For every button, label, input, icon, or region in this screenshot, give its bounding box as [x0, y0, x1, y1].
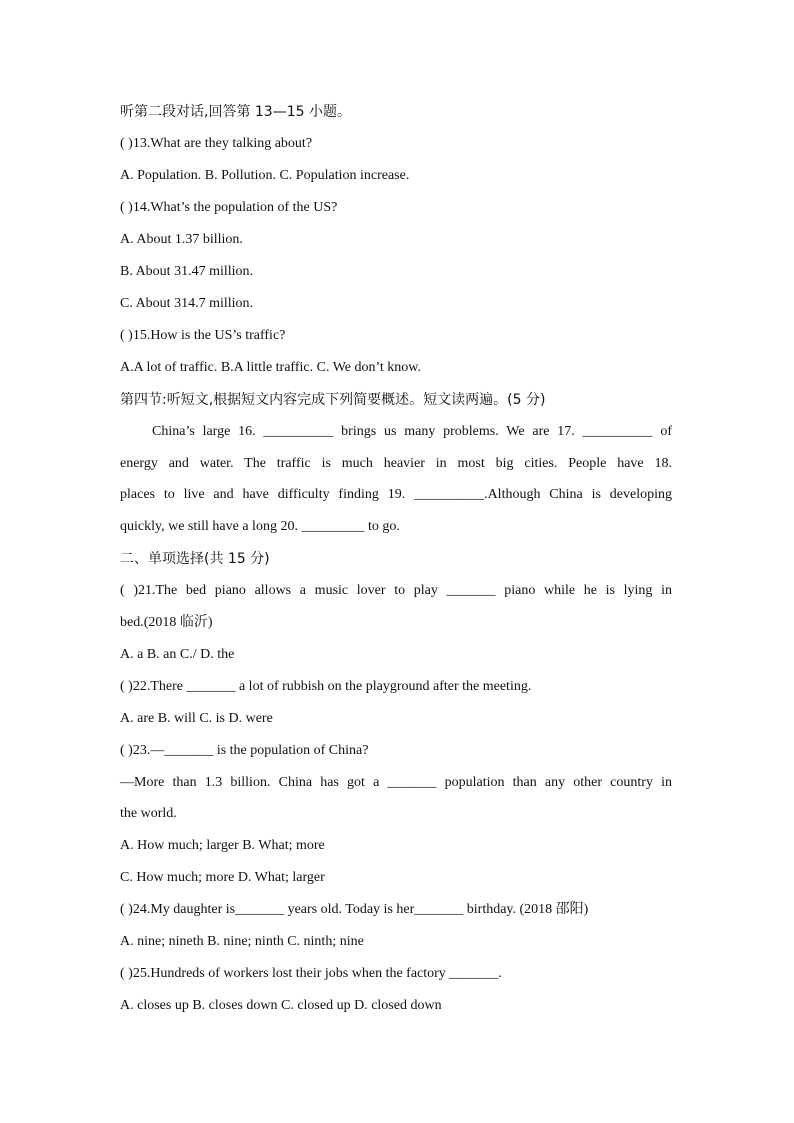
- question-13-stem: ( )13.What are they talking about?: [120, 136, 313, 151]
- question-23-stem-line-3: the world.: [120, 806, 177, 821]
- question-22-stem: ( )22.There _______ a lot of rubbish on the playground after the meeting.: [120, 679, 532, 694]
- section-heading-dialogue-2: 听第二段对话,回答第 13—15 小题。: [120, 104, 351, 120]
- question-23-options-row-2: C. How much; more D. What; larger: [120, 870, 325, 885]
- question-23-stem-line-1: ( )23.—_______ is the population of China?: [120, 743, 369, 758]
- question-14-option-a: A. About 1.37 billion.: [120, 232, 243, 247]
- question-14-option-c: C. About 314.7 million.: [120, 296, 254, 311]
- section-4-heading: 第四节:听短文,根据短文内容完成下列简要概述。短文读两遍。(5 分): [120, 392, 546, 408]
- question-24-stem: ( )24.My daughter is_______ years old. Today is her_______ birthday. (2018 邵阳): [120, 902, 589, 917]
- summary-line-2: energy and water. The traffic is much heavier in most big cities. People have 18.: [120, 456, 672, 471]
- question-14-stem: ( )14.What’s the population of the US?: [120, 200, 338, 215]
- question-21-options: A. a B. an C./ D. the: [120, 647, 235, 662]
- summary-line-1: China’s large 16. __________ brings us many problems. We are 17. __________ of: [152, 424, 672, 439]
- section-2-heading: 二、单项选择(共 15 分): [120, 551, 270, 567]
- question-21-stem-line-1: ( )21.The bed piano allows a music lover to play _______ piano while he is lying in: [120, 583, 672, 598]
- question-22-options: A. are B. will C. is D. were: [120, 711, 273, 726]
- question-25-stem: ( )25.Hundreds of workers lost their jobs when the factory _______.: [120, 966, 502, 981]
- question-13-options: A. Population. B. Pollution. C. Population increase.: [120, 168, 410, 183]
- question-25-options: A. closes up B. closes down C. closed up D. closed down: [120, 998, 442, 1013]
- summary-line-4: quickly, we still have a long 20. _________ to go.: [120, 519, 400, 534]
- summary-line-3: places to live and have difficulty finding 19. __________.Although China is developing: [120, 487, 672, 502]
- question-23-stem-line-2: —More than 1.3 billion. China has got a _______ population than any other country in: [120, 775, 672, 790]
- question-21-stem-line-2: bed.(2018 临沂): [120, 615, 213, 630]
- question-15-options: A.A lot of traffic. B.A little traffic. C. We don’t know.: [120, 360, 421, 375]
- question-15-stem: ( )15.How is the US’s traffic?: [120, 328, 286, 343]
- question-14-option-b: B. About 31.47 million.: [120, 264, 254, 279]
- question-23-options-row-1: A. How much; larger B. What; more: [120, 838, 325, 853]
- question-24-options: A. nine; nineth B. nine; ninth C. ninth; nine: [120, 934, 364, 949]
